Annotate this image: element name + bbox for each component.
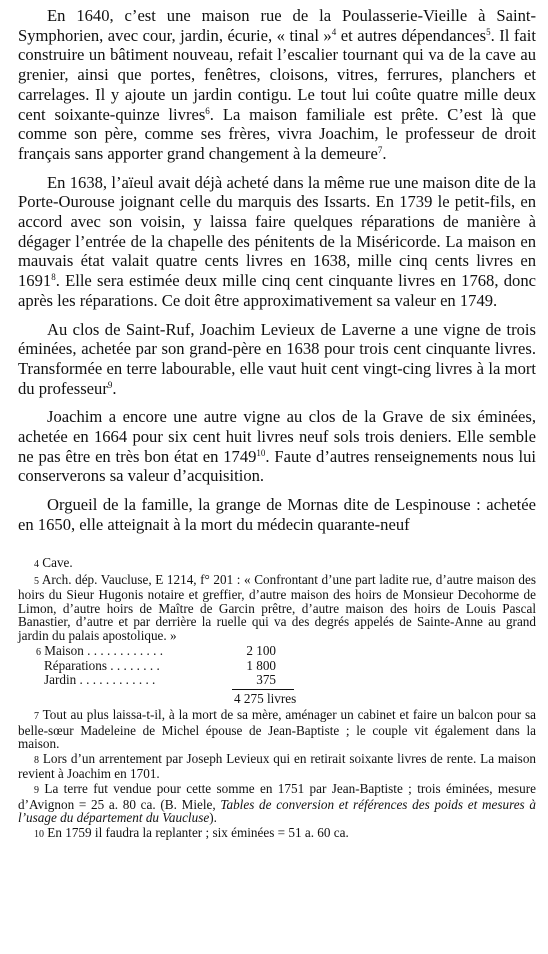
tally-value: 1 800 — [246, 658, 276, 674]
paragraph-4 — [18, 407, 536, 486]
tally-total: 4 275 livres — [234, 691, 297, 707]
footnote-9 — [18, 782, 536, 825]
footnote-10 — [18, 826, 536, 842]
footnote-ref: 4 — [331, 26, 337, 37]
paragraph-2 — [18, 173, 536, 311]
paragraph-text: . — [382, 143, 387, 163]
tally-label-text: Maison . . . . . . . . . . . . — [44, 643, 163, 658]
paragraph-text: Au clos de Saint-Ruf, Joachim Levieux de Laverne a une vigne de trois éminées, achetée par son grand-père en 1638 pour trois cent cinquante livres. Transformée en terre labourable, elle vaut huit cent vingt-cing livres à la mort du professeur — [18, 319, 536, 398]
main-text — [18, 6, 536, 535]
footnotes — [18, 556, 536, 842]
tally-label: Réparations . . . . . . . . — [44, 659, 160, 673]
footnote-8 — [18, 752, 536, 781]
paragraph-text: . — [112, 378, 117, 398]
footnote-text: Cave. — [42, 555, 73, 570]
footnote-text: Arch. dép. Vaucluse, E 1214, f° 201 : « Confrontant d’une part ladite rue, d’autre maison des hoirs du Sieur Hugonis notaire et greffier, d’autre maison des hoirs de Monsieur Decohorme de Limon, d’autre hoirs de Maître de Garcin prêtre, d’autre maison des hoirs de Louis Pascal Banastier, d’autre et par derrière la ruelle qui va des degrés appelés de Sainte-Anne au grand jardin du palais apostolique. » — [18, 571, 536, 643]
tally-row — [36, 673, 276, 687]
footnote-text: Lors d’un arrentement par Joseph Levieux qui en retirait soixante livres de rente. La maison revient à Joachim en 1701. — [18, 750, 537, 782]
footnote-text: ). — [209, 810, 217, 826]
footnote-ref: 8 — [51, 272, 56, 283]
paragraph-1 — [18, 6, 536, 164]
footnote-ref: 10 — [256, 447, 266, 458]
tally-value: 2 100 — [246, 642, 276, 658]
paragraph-text: En 1640, c’est une maison rue de la Poulasserie-Vieille à Saint-Symphorien, avec cour, jardin, écurie, « tinal » — [18, 6, 536, 45]
paragraph-text: et autres dépendances — [336, 25, 487, 45]
footnote-5 — [18, 573, 536, 643]
paragraph-text: . Il fait construire un bâtiment nouveau, refait l’escalier tournant qui va de la cave au grenier, ainsi que portes, fenêtres, cloisons, vitres, ferrures, planchers et carrelages. Il y ajoute un jardin contigu. Le tout lui coûte quatre mille deux cent soixante-quinze livres — [18, 25, 536, 124]
paragraph-text: . La maison familiale est prête. C’est là que comme son père, comme ses frères, vivra Joachim, le professeur de droit français sans apporter grand changement à la demeure — [18, 104, 536, 163]
footnote-7 — [18, 708, 536, 751]
paragraph-text: . Faute d’autres renseignements nous lui conserverons sa valeur d’acquisition. — [18, 446, 536, 486]
footnote-6 — [36, 644, 536, 706]
citation-title: Tables de conversion et références des poids et mesures à l’usage du département du Vaucluse — [18, 796, 536, 826]
footnote-number: 8 — [34, 754, 39, 766]
footnote-ref: 5 — [486, 26, 491, 37]
paragraph-text: . Elle sera estimée deux mille cinq cent cinquante livres en 1768, donc après les réparations. Ce doit être approximativement sa valeur en 1749. — [18, 271, 536, 310]
tally-label — [36, 644, 216, 660]
footnote-number: 10 — [34, 828, 44, 840]
sum-rule — [232, 689, 294, 690]
footnote-text: Tout au plus laissa-t-il, à la mort de sa mère, aménager un cabinet et faire un balcon pour sa belle-sœur Madeleine de Michel épouse de Jean-Baptiste ; le couple vit également dans la maison. — [18, 706, 536, 752]
footnote-number: 7 — [34, 710, 39, 722]
paragraph-5 — [18, 495, 536, 534]
paragraph-3 — [18, 320, 536, 399]
footnote-ref: 7 — [377, 144, 383, 155]
footnote-number: 6 — [36, 646, 41, 658]
footnote-number: 9 — [34, 784, 39, 796]
footnote-4 — [18, 556, 536, 572]
footnote-number: 4 — [34, 559, 39, 570]
tally-row — [36, 659, 276, 673]
footnote-ref: 9 — [107, 379, 113, 390]
footnote-text: En 1759 il faudra la replanter ; six éminées = 51 a. 60 ca. — [47, 824, 349, 840]
paragraph-text: Joachim a encore une autre vigne au clos de la Grave de six éminées, achetée en 1664 pour six cent huit livres neuf sols trois deniers. Elle semble ne pas être en très bon état en 1749 — [18, 407, 536, 466]
tally-row — [36, 644, 276, 660]
tally-label: Jardin . . . . . . . . . . . . — [44, 672, 156, 687]
paragraph-text: En 1638, l’aïeul avait déjà acheté dans la même rue une maison dite de la Porte-Ourouse joignant celle du marquis des Issarts. En 1739 le petit-fils, en accord avec son voisin, y laissa faire quelques réparations de manière à dégager l’entrée de la chapelle des pénitents de la Miséricorde. La maison en mauvais état valait quatre cents livres en 1638, mille cinq cents livres en 1691 — [18, 172, 536, 291]
footnote-number: 5 — [34, 575, 39, 587]
tally-value: 375 — [256, 671, 276, 687]
footnote-ref: 6 — [205, 105, 210, 116]
footnote-text: La terre fut vendue pour cette somme en 1751 par Jean-Baptiste ; trois éminées, mesure d’Avignon = 25 a. 80 ca. (B. Miele, — [18, 780, 537, 812]
paragraph-text: Orgueil de la famille, la grange de Mornas dite de Lespinouse : achetée en 1650, elle atteignait à la mort du médecin quarante-neuf — [18, 495, 536, 534]
